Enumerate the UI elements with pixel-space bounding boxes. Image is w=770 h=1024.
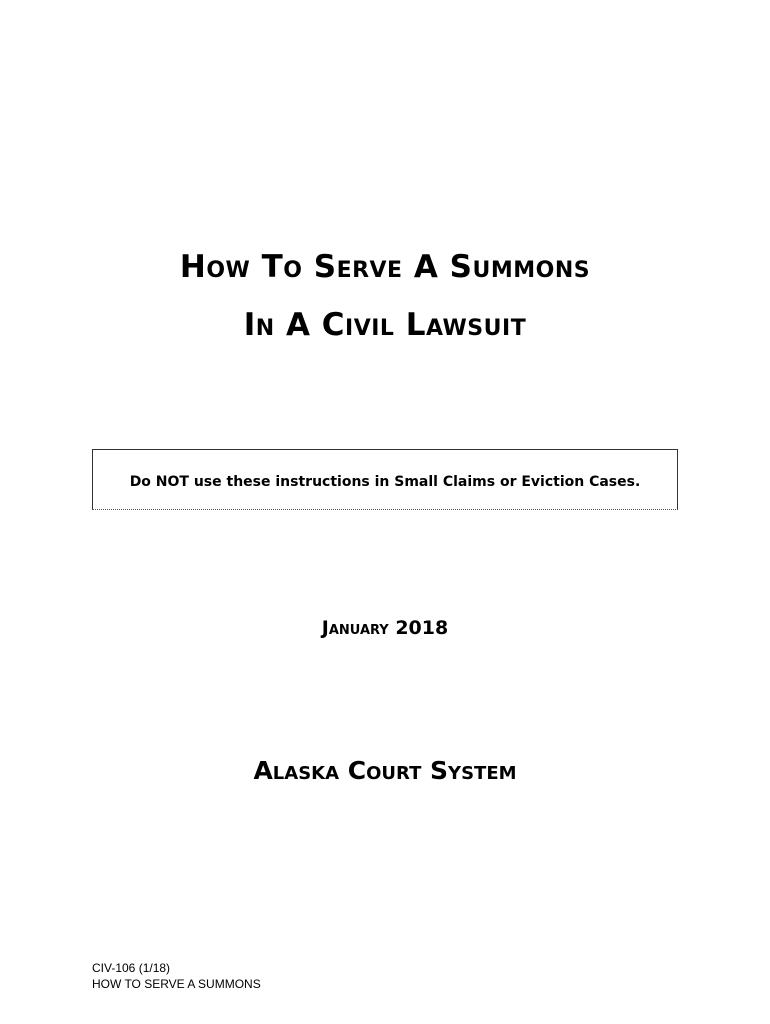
publication-date: January 2018 xyxy=(321,617,449,639)
footer-form-id: CIV-106 (1/18) xyxy=(92,961,171,975)
title-line-1: How To Serve A Summons xyxy=(179,249,591,285)
document-title xyxy=(0,238,770,354)
title-line-2: In A Civil Lawsuit xyxy=(243,307,527,343)
footer-title: HOW TO SERVE A SUMMONS xyxy=(92,977,261,991)
warning-notice-text: Do NOT use these instructions in Small Claims or Eviction Cases. xyxy=(129,474,641,490)
page-footer xyxy=(92,960,261,992)
organization-name: Alaska Court System xyxy=(253,756,517,785)
warning-notice-box xyxy=(92,449,678,510)
